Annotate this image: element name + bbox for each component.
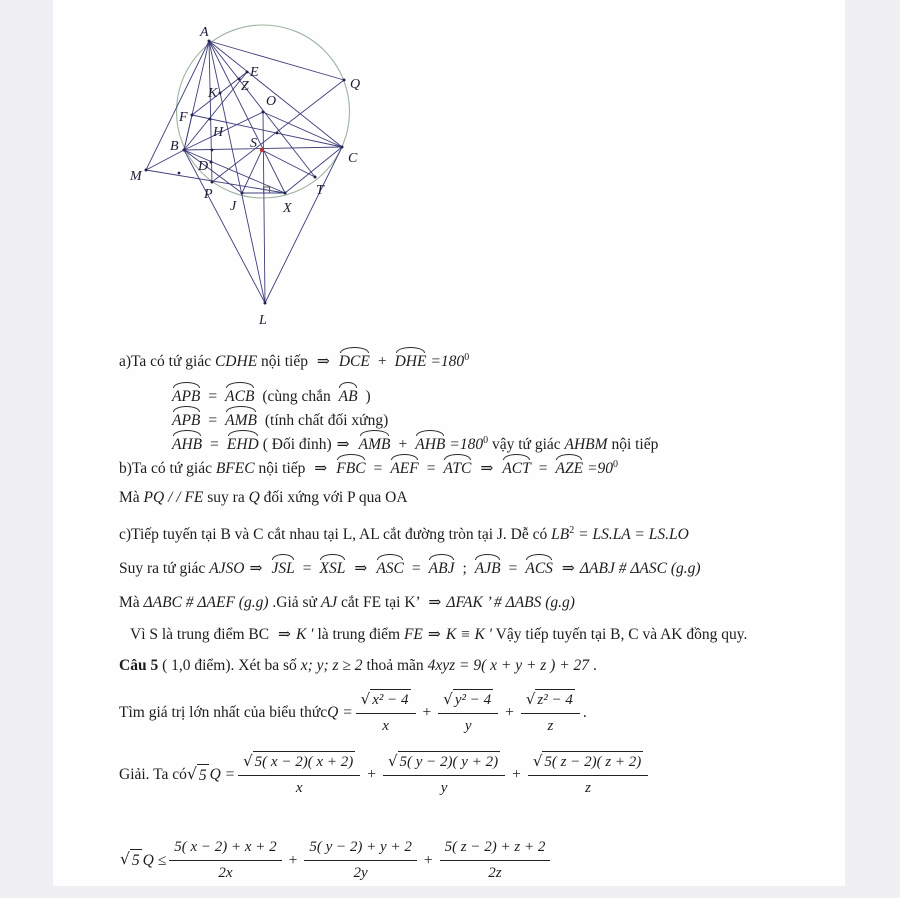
point-label-H: H: [213, 125, 224, 140]
intersection-dot: [211, 149, 214, 152]
denominator: 2z: [488, 865, 502, 881]
angle-name: APB: [172, 388, 201, 405]
math-run: =90: [587, 460, 614, 477]
math-run: 4xyz = 9( x + y + z ) + 27: [427, 657, 590, 674]
point-label-C: C: [348, 151, 358, 166]
point-Q: [343, 79, 346, 82]
text-run: a)Ta có tứ giác: [119, 353, 215, 370]
text-run: Giải. Ta có: [119, 766, 187, 783]
solution-line-c4: [130, 624, 747, 645]
math-run: ΔFAK ’ # ΔABS (g.g): [446, 594, 575, 611]
angle-name: XSL: [319, 560, 346, 577]
radical-sign: √: [443, 690, 453, 708]
denominator: x: [295, 780, 303, 796]
fraction: [528, 750, 648, 799]
point-B: [183, 149, 186, 152]
angle-name: APB: [172, 412, 201, 429]
math-run: ΔABC # ΔAEF (g.g): [143, 594, 269, 611]
numerator: 5( z − 2)( z + 2): [542, 751, 643, 773]
sqrt-5-term: [187, 764, 209, 786]
numerator: 5( x − 2)( x + 2): [253, 751, 356, 773]
math-run: BFEC: [215, 460, 255, 477]
denominator: y: [440, 780, 448, 796]
point-label-O: O: [266, 94, 277, 109]
text-run: suy ra: [203, 489, 249, 506]
math-run: Q: [248, 489, 260, 506]
denominator: x: [382, 718, 389, 734]
numerator: 5( x − 2) + x + 2: [174, 839, 277, 855]
radical-sign: √: [387, 752, 398, 770]
text-run: Mà: [119, 489, 144, 506]
angle-name: ATC: [443, 460, 472, 477]
solution-line-b2: [119, 487, 408, 508]
text-run: nội tiếp: [257, 353, 312, 370]
intersection-dot: [178, 172, 181, 175]
angle-name: AEF: [390, 460, 419, 477]
problem-5-statement: [119, 655, 597, 676]
point-label-F: F: [179, 110, 188, 125]
radical-sign: √: [360, 690, 371, 708]
solution-line-c3: [119, 592, 575, 613]
fraction: [383, 750, 505, 799]
point-F: [191, 114, 194, 117]
text-run: là trung điểm: [313, 626, 404, 643]
fraction: [521, 688, 580, 737]
problem-5-expression: [119, 688, 587, 737]
math-run: x; y; z ≥ 2: [300, 657, 363, 674]
text-run: nội tiếp: [607, 436, 659, 453]
implies-symbol: ⇒: [336, 435, 350, 453]
equals-symbol: =: [508, 560, 518, 577]
plus-symbol: +: [512, 766, 521, 783]
point-label-M: M: [130, 169, 142, 184]
math-run: Q =: [327, 704, 353, 721]
angle-name: ABJ: [428, 560, 455, 577]
solution-line-g2: [120, 836, 553, 884]
solution-line-a4: [168, 434, 658, 455]
implies-symbol: ⇒: [561, 559, 575, 577]
segment-AQ: [209, 41, 344, 80]
equals-symbol: =: [426, 460, 436, 477]
text-run: c)Tiếp tuyến tại B và C cắt nhau tại L, AL cắt đường tròn tại J. Dễ có: [119, 526, 552, 543]
point-E: [246, 71, 249, 74]
equals-symbol: =: [538, 460, 548, 477]
text-run: Tìm giá trị lớn nhất của biểu thức: [119, 704, 328, 721]
plus-symbol: +: [288, 851, 298, 869]
solution-line-g1: [119, 750, 651, 799]
math-run: =180: [449, 436, 484, 453]
angle-name: ACT: [502, 460, 531, 477]
text-run: .Giả sử: [268, 594, 321, 611]
math-run: =180: [430, 353, 465, 370]
point-K: [219, 92, 222, 95]
text-run: Suy ra tứ giác: [119, 560, 210, 577]
equals-symbol: =: [411, 560, 421, 577]
radical-sign: √: [525, 690, 536, 708]
text-run: vậy tứ giác: [488, 436, 565, 453]
text-run: Vì S là trung điểm BC: [130, 626, 273, 643]
segment-CO: [263, 112, 342, 147]
angle-name: ACS: [525, 560, 553, 577]
math-run: = LS.LA = LS.LO: [574, 526, 689, 543]
point-T: [314, 176, 317, 179]
angle-name: AJB: [474, 560, 501, 577]
radical-sign: √: [532, 752, 543, 770]
denominator: y: [464, 718, 472, 734]
fraction: [356, 688, 416, 737]
radicand: 5: [130, 849, 142, 871]
implies-symbol: ⇒: [277, 625, 291, 643]
math-run: Q =: [209, 766, 236, 783]
point-O: [262, 111, 265, 114]
implies-symbol: ⇒: [354, 559, 368, 577]
denominator: z: [585, 780, 591, 796]
segment-BL: [184, 150, 265, 303]
angle-name: AMB: [358, 436, 391, 453]
text-run: Vậy tiếp tuyến tại B, C và AK đồng quy.: [492, 626, 748, 643]
point-C: [341, 146, 344, 149]
numerator: 5( z − 2) + z + 2: [444, 839, 546, 855]
math-run: Q ≤: [142, 851, 167, 869]
angle-name: FBC: [336, 460, 366, 477]
numerator: x² − 4: [370, 689, 410, 711]
math-run: CDHE: [214, 353, 258, 370]
implies-symbol: ⇒: [480, 459, 494, 477]
numerator: z² − 4: [535, 689, 574, 711]
plus-symbol: +: [423, 851, 433, 869]
superscript: 2: [569, 524, 575, 536]
sqrt-5-term: [120, 849, 142, 871]
point-label-E: E: [250, 65, 259, 80]
implies-symbol: ⇒: [249, 559, 263, 577]
solution-line-a3: [168, 410, 388, 431]
implies-symbol: ⇒: [314, 459, 328, 477]
solution-line-c1: [119, 524, 689, 545]
angle-name: ACB: [225, 388, 255, 405]
numerator: 5( y − 2) + y + 2: [309, 839, 412, 855]
numerator: 5( y − 2)( y + 2): [398, 751, 501, 773]
plus-symbol: +: [422, 704, 432, 721]
angle-name: AHB: [172, 436, 203, 453]
point-S: [260, 148, 264, 152]
angle-name: DHE: [394, 353, 427, 370]
angle-name: AZE: [555, 460, 584, 477]
point-label-L: L: [259, 313, 267, 328]
point-label-X: X: [283, 201, 292, 216]
equals-symbol: =: [210, 436, 219, 453]
problem-number: Câu 5: [119, 657, 159, 674]
implies-symbol: ⇒: [428, 593, 442, 611]
superscript: 0: [483, 434, 489, 446]
segment-CX: [285, 147, 342, 193]
text-run: ( 1,0 điểm). Xét ba số: [158, 657, 301, 674]
angle-name: JSL: [271, 560, 295, 577]
point-J: [241, 192, 244, 195]
point-label-P: P: [204, 187, 213, 202]
text-run: (tính chất đối xứng): [261, 412, 389, 429]
segment-AT: [209, 41, 315, 177]
page-margin-bottom: [0, 886, 900, 898]
math-run: AJSO: [209, 560, 245, 577]
fraction: [169, 836, 281, 884]
angle-name: AHB: [415, 436, 446, 453]
superscript: 0: [613, 458, 619, 470]
text-run: ): [361, 388, 371, 405]
point-L: [264, 302, 267, 305]
denominator: 2x: [218, 865, 233, 881]
point-label-J: J: [230, 199, 237, 214]
implies-symbol: ⇒: [316, 352, 330, 370]
math-run: PQ / / FE: [143, 489, 204, 506]
radical-sign: √: [186, 764, 197, 783]
point-M: [145, 169, 148, 172]
equals-symbol: =: [302, 560, 312, 577]
angle-name: EHD: [226, 436, 259, 453]
radical-sign: √: [120, 850, 130, 868]
fraction: [438, 688, 498, 737]
plus-symbol: +: [367, 766, 376, 783]
math-run: ΔABJ # ΔASC (g.g): [579, 560, 701, 577]
angle-name: ASC: [376, 560, 404, 577]
intersection-dot: [276, 132, 279, 135]
fraction: [304, 836, 416, 884]
text-run: thoả mãn: [362, 657, 428, 674]
point-X: [284, 192, 287, 195]
text-run: .: [582, 704, 587, 721]
superscript: 0: [464, 351, 470, 363]
equals-symbol: =: [373, 460, 383, 477]
solution-line-c2: [119, 558, 701, 579]
point-label-Q: Q: [350, 77, 361, 92]
solution-line-a2: [168, 386, 371, 407]
point-D: [210, 161, 213, 164]
segment-QP: [212, 80, 344, 182]
angle-name: DCE: [338, 353, 370, 370]
text-run: ( Đối đỉnh): [262, 436, 332, 453]
equals-symbol: =: [208, 388, 218, 405]
math-run: AHBM: [564, 436, 608, 453]
denominator: 2y: [353, 865, 368, 881]
plus-symbol: +: [377, 353, 387, 370]
point-H: [209, 118, 212, 121]
implies-symbol: ⇒: [427, 625, 441, 643]
text-run: (cùng chắn: [258, 388, 335, 405]
equals-symbol: =: [208, 412, 218, 429]
text-run: nội tiếp: [254, 460, 310, 477]
angle-name: AMB: [225, 412, 258, 429]
math-run: LB: [551, 526, 570, 543]
point-label-A: A: [200, 25, 209, 40]
math-run: K ′: [295, 626, 314, 643]
plus-symbol: +: [505, 704, 514, 721]
point-P: [211, 181, 214, 184]
text-run: .: [589, 657, 597, 674]
math-run: AJ: [320, 594, 338, 611]
solution-line-a1: [119, 351, 469, 372]
segment-OL: [263, 112, 265, 303]
segment-CL: [265, 147, 342, 303]
radicand: 5: [197, 764, 209, 786]
fraction: [440, 836, 551, 884]
math-run: FE: [403, 626, 423, 643]
math-run: K ≡ K ′: [445, 626, 493, 643]
point-label-T: T: [316, 183, 324, 198]
geometry-diagram: [125, 18, 375, 338]
plus-symbol: +: [398, 436, 408, 453]
numerator: y² − 4: [453, 689, 493, 711]
point-label-K: K: [208, 86, 218, 101]
angle-name: AB: [338, 388, 358, 405]
fraction: [238, 750, 360, 799]
radical-sign: √: [243, 752, 253, 770]
point-label-B: B: [170, 139, 179, 154]
denominator: z: [547, 718, 554, 734]
text-run: đối xứng với P qua OA: [259, 489, 408, 506]
point-label-Z: Z: [241, 79, 249, 94]
text-run: Mà: [119, 594, 144, 611]
text-run: cắt FE tại K’: [337, 594, 424, 611]
semicolon-symbol: ;: [462, 560, 467, 577]
text-run: b)Ta có tứ giác: [119, 460, 216, 477]
solution-line-b1: [119, 458, 618, 479]
point-label-D: D: [198, 159, 209, 174]
point-label-S: S: [250, 136, 257, 151]
